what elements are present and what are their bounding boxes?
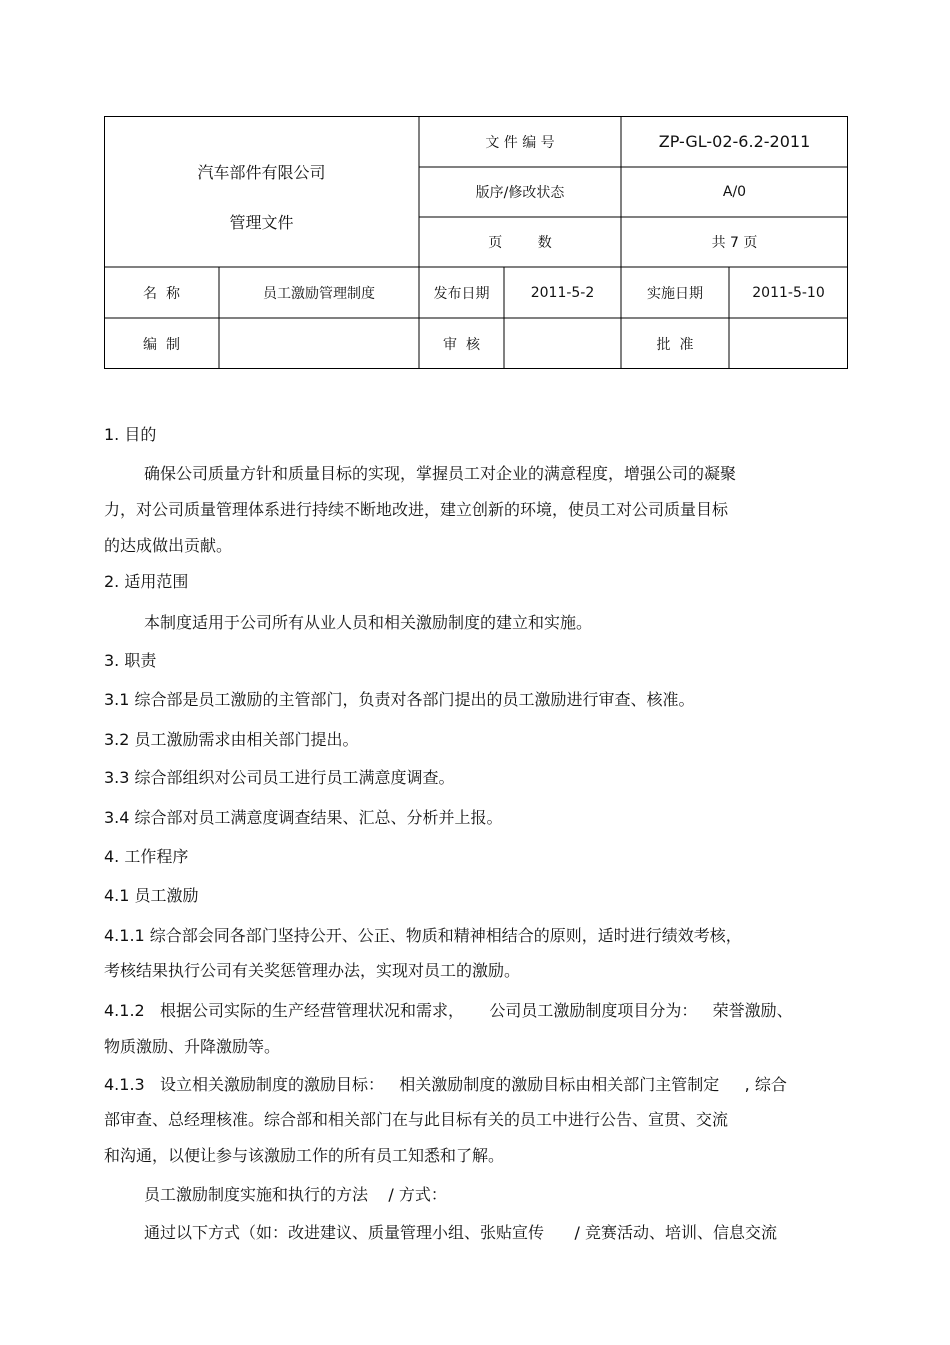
section-1-paragraph-line-2: 力，对公司质量管理体系进行持续不断地改进，建立创新的环境，使员工对公司质量目标 xyxy=(104,500,729,519)
revision-label: 版序/修改状态 xyxy=(475,185,565,201)
clause-4-1-3-line-3: 和沟通，以便让参与该激励工作的所有员工知悉和了解。 xyxy=(104,1146,505,1165)
company-name: 汽车部件有限公司 xyxy=(197,163,326,182)
doc-number-value: ZP-GL-02-6.2-2011 xyxy=(658,132,811,151)
clause-4-1-2-line-1: 4.1.2 根据公司实际的生产经营管理状况和需求， 公司员工激励制度项目分为： 荣誉激励、 xyxy=(104,1001,793,1020)
revision-value: A/0 xyxy=(722,184,747,200)
name-label: 名 称 xyxy=(143,285,180,302)
prepared-by-value xyxy=(219,318,419,369)
document-header-table xyxy=(104,116,848,369)
approved-by-value xyxy=(729,318,848,369)
impl-date-label: 实施日期 xyxy=(647,285,703,302)
prepared-by-label: 编 制 xyxy=(143,336,180,353)
clause-4-1-1-line-2: 考核结果执行公司有关奖惩管理办法，实现对员工的激励。 xyxy=(104,961,521,980)
clause-3-1: 3.1 综合部是员工激励的主管部门，负责对各部门提出的员工激励进行审查、核准。 xyxy=(104,690,695,709)
section-3-title: 3. 职责 xyxy=(104,651,157,670)
company-block xyxy=(104,116,419,267)
issue-date-value: 2011-5-2 xyxy=(530,284,595,301)
issue-date-label: 发布日期 xyxy=(433,285,490,302)
section-1-title: 1. 目的 xyxy=(104,425,157,444)
section-1-paragraph-line-3: 的达成做出贡献。 xyxy=(104,536,233,555)
clause-4-1-2-line-2: 物质激励、升降激励等。 xyxy=(104,1037,281,1056)
clause-4-1-3-line-1: 4.1.3 设立相关激励制度的激励目标： 相关激励制度的激励目标由相关部门主管制定 , 综合 xyxy=(104,1075,787,1094)
reviewed-by-label: 审 核 xyxy=(443,336,480,353)
section-2-title: 2. 适用范围 xyxy=(104,572,189,591)
approved-by-label: 批 准 xyxy=(656,336,694,353)
section-1-paragraph-line-1: 确保公司质量方针和质量目标的实现，掌握员工对企业的满意程度，增强公司的凝聚 xyxy=(144,464,737,483)
impl-date-value: 2011-5-10 xyxy=(752,284,825,301)
clause-3-2: 3.2 员工激励需求由相关部门提出。 xyxy=(104,730,359,749)
clause-4-1-1-line-1: 4.1.1 综合部会同各部门坚持公开、公正、物质和精神相结合的原则，适时进行绩效考核， xyxy=(104,926,742,945)
section-2-paragraph: 本制度适用于公司所有从业人员和相关激励制度的建立和实施。 xyxy=(144,613,593,632)
clause-4-1-3-line-2: 部审查、总经理核准。综合部和相关部门在与此目标有关的员工中进行公告、宣贯、交流 xyxy=(104,1110,729,1129)
clause-4-1: 4.1 员工激励 xyxy=(104,886,199,905)
clause-3-4: 3.4 综合部对员工满意度调查结果、汇总、分析并上报。 xyxy=(104,808,503,827)
method-paragraph: 员工激励制度实施和执行的方法 / 方式： xyxy=(144,1185,447,1204)
reviewed-by-value xyxy=(504,318,621,369)
clause-3-3: 3.3 综合部组织对公司员工进行员工满意度调查。 xyxy=(104,768,455,787)
pages-value: 共 7 页 xyxy=(711,235,758,251)
section-4-title: 4. 工作程序 xyxy=(104,847,189,866)
document-type: 管理文件 xyxy=(229,213,294,232)
ways-paragraph: 通过以下方式（如：改进建议、质量管理小组、张贴宣传 / 竞赛活动、培训、信息交流 xyxy=(144,1223,777,1242)
doc-number-label: 文 件 编 号 xyxy=(485,134,555,151)
pages-label: 页 数 xyxy=(488,235,552,251)
name-value: 员工激励管理制度 xyxy=(263,285,375,302)
